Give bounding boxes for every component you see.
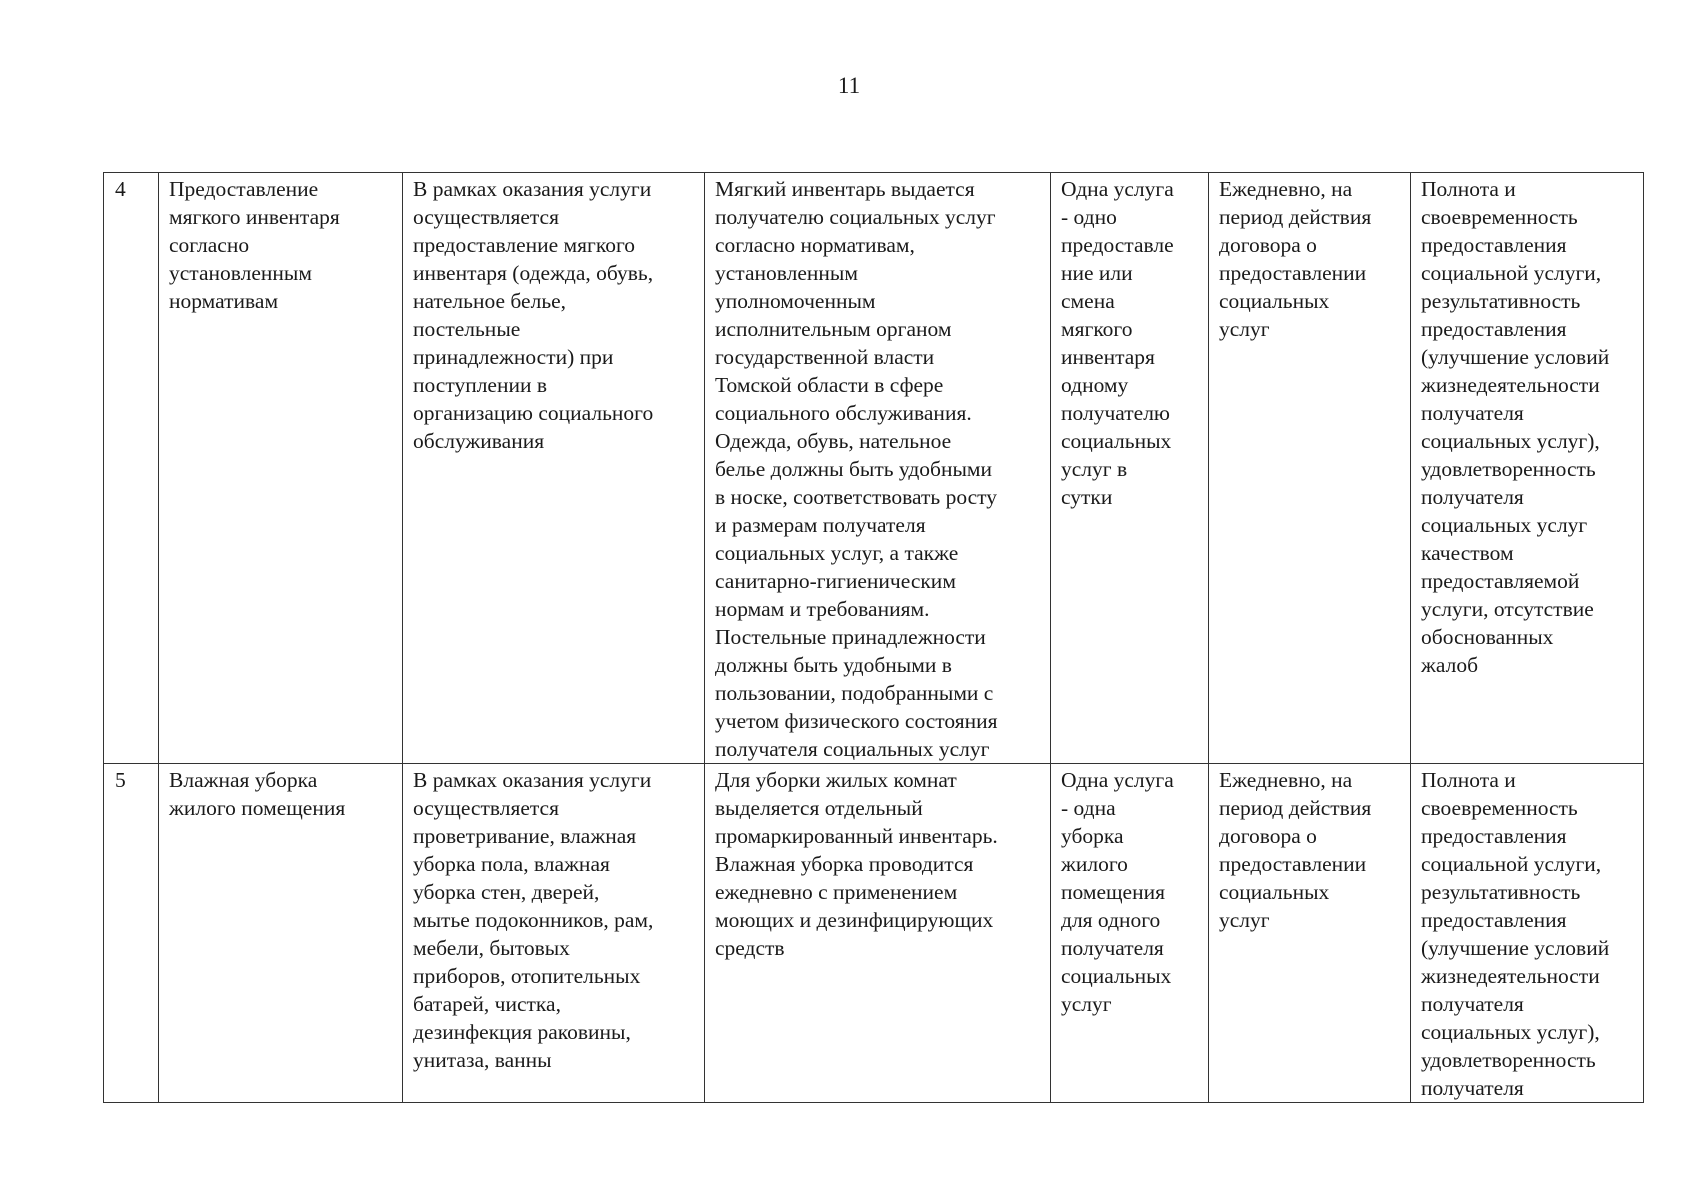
cell-line: учетом физического состояния <box>715 709 998 733</box>
cell-line: унитаза, ванны <box>413 1048 552 1072</box>
cell-line: жилого помещения <box>169 796 346 820</box>
cell-line: В рамках оказания услуги <box>413 177 652 201</box>
cell-line: получателя <box>1421 485 1524 509</box>
cell-line: услуг <box>1219 908 1270 932</box>
cell-line: согласно нормативам, <box>715 233 915 257</box>
cell-line: приборов, отопительных <box>413 964 641 988</box>
cell-line: предоставлении <box>1219 852 1367 876</box>
cell-line: уборка стен, дверей, <box>413 880 600 904</box>
service-periodicity-cell <box>1209 173 1411 764</box>
cell-line: социального обслуживания. <box>715 401 972 425</box>
cell-line: батарей, чистка, <box>413 992 561 1016</box>
cell-line: пользовании, подобранными с <box>715 681 994 705</box>
cell-line: осуществляется <box>413 796 559 820</box>
cell-line: жизнедеятельности <box>1421 964 1600 988</box>
cell-line: моющих и дезинфицирующих <box>715 908 994 932</box>
cell-line: своевременность <box>1421 205 1578 229</box>
service-conditions-cell <box>705 764 1051 1103</box>
cell-line: Полнота и <box>1421 768 1516 792</box>
cell-line: социальных <box>1061 964 1172 988</box>
cell-line: жилого <box>1061 852 1128 876</box>
cell-line: получателю <box>1061 401 1170 425</box>
cell-line: мягкого инвентаря <box>169 205 340 229</box>
cell-line: проветривание, влажная <box>413 824 637 848</box>
service-criteria-cell <box>1411 764 1644 1103</box>
cell-line: услуг в <box>1061 457 1128 481</box>
cell-line: должны быть удобными в <box>715 653 952 677</box>
cell-line: получателя социальных услуг <box>715 737 990 761</box>
cell-line: социальных <box>1061 429 1172 453</box>
cell-line: мягкого <box>1061 317 1133 341</box>
service-criteria-cell <box>1411 173 1644 764</box>
cell-line: Одна услуга <box>1061 177 1174 201</box>
cell-line: (улучшение условий <box>1421 345 1610 369</box>
cell-line: предоставления <box>1421 908 1567 932</box>
cell-line: и размерам получателя <box>715 513 926 537</box>
cell-line: нормативам <box>169 289 279 313</box>
cell-line: дезинфекция раковины, <box>413 1020 631 1044</box>
cell-line: услуг <box>1219 317 1270 341</box>
cell-line: инвентаря <box>1061 345 1155 369</box>
cell-line: уборка пола, влажная <box>413 852 610 876</box>
cell-line: договора о <box>1219 233 1317 257</box>
cell-line: социальных услуг, а также <box>715 541 959 565</box>
cell-line: принадлежности) при <box>413 345 614 369</box>
cell-line: ние или <box>1061 261 1133 285</box>
cell-line: (улучшение условий <box>1421 936 1610 960</box>
service-unit <box>1061 766 1203 1018</box>
cell-line: белье должны быть удобными <box>715 457 993 481</box>
service-criteria <box>1421 175 1638 679</box>
cell-line: одному <box>1061 373 1129 397</box>
row-number: 5 <box>115 768 126 792</box>
cell-line: нормам и требованиям. <box>715 597 930 621</box>
cell-line: обоснованных <box>1421 625 1554 649</box>
service-name-cell <box>159 764 403 1103</box>
cell-line: социальных услуг), <box>1421 429 1600 453</box>
cell-line: Ежедневно, на <box>1219 768 1353 792</box>
cell-line: качеством <box>1421 541 1514 565</box>
cell-line: постельные <box>413 317 521 341</box>
row-number-cell <box>104 764 159 1103</box>
service-name <box>169 766 397 822</box>
cell-line: - одно <box>1061 205 1117 229</box>
service-conditions-cell <box>705 173 1051 764</box>
cell-line: Ежедневно, на <box>1219 177 1353 201</box>
cell-line: Томской области в сфере <box>715 373 944 397</box>
cell-line: Для уборки жилых комнат <box>715 768 957 792</box>
service-content <box>413 766 699 1074</box>
service-content-cell <box>403 173 705 764</box>
service-conditions <box>715 175 1045 763</box>
table-row <box>104 764 1644 1103</box>
cell-line: получателя <box>1421 992 1524 1016</box>
cell-line: Постельные принадлежности <box>715 625 986 649</box>
cell-line: результативность <box>1421 880 1581 904</box>
service-content-cell <box>403 764 705 1103</box>
services-table <box>103 172 1644 1103</box>
cell-line: смена <box>1061 289 1115 313</box>
cell-line: - одна <box>1061 796 1116 820</box>
cell-line: предоставления <box>1421 233 1567 257</box>
cell-line: жизнедеятельности <box>1421 373 1600 397</box>
cell-line: получателя <box>1061 936 1164 960</box>
cell-line: договора о <box>1219 824 1317 848</box>
cell-line: для одного <box>1061 908 1161 932</box>
cell-line: нательное белье, <box>413 289 567 313</box>
cell-line: мебели, бытовых <box>413 936 570 960</box>
cell-line: осуществляется <box>413 205 559 229</box>
service-name <box>169 175 397 315</box>
cell-line: период действия <box>1219 796 1372 820</box>
cell-line: ежедневно с применением <box>715 880 958 904</box>
cell-line: социальных услуг), <box>1421 1020 1600 1044</box>
cell-line: исполнительным органом <box>715 317 952 341</box>
cell-line: Влажная уборка <box>169 768 318 792</box>
cell-line: Одна услуга <box>1061 768 1174 792</box>
cell-line: сутки <box>1061 485 1113 509</box>
service-periodicity-cell <box>1209 764 1411 1103</box>
cell-line: получателя <box>1421 1076 1524 1100</box>
cell-line: социальных <box>1219 289 1330 313</box>
cell-line: удовлетворенность <box>1421 457 1596 481</box>
service-content <box>413 175 699 455</box>
cell-line: предоставления <box>1421 824 1567 848</box>
cell-line: предоставления <box>1421 317 1567 341</box>
cell-line: Полнота и <box>1421 177 1516 201</box>
cell-line: социальной услуги, <box>1421 261 1602 285</box>
cell-line: организацию социального <box>413 401 654 425</box>
service-unit <box>1061 175 1203 511</box>
cell-line: в носке, соответствовать росту <box>715 485 998 509</box>
cell-line: мытье подоконников, рам, <box>413 908 654 932</box>
cell-line: уполномоченным <box>715 289 876 313</box>
cell-line: предоставле <box>1061 233 1174 257</box>
cell-line: средств <box>715 936 785 960</box>
cell-line: удовлетворенность <box>1421 1048 1596 1072</box>
cell-line: санитарно-гигиеническим <box>715 569 956 593</box>
cell-line: предоставлении <box>1219 261 1367 285</box>
cell-line: Мягкий инвентарь выдается <box>715 177 975 201</box>
cell-line: результативность <box>1421 289 1581 313</box>
cell-line: предоставляемой <box>1421 569 1580 593</box>
cell-line: В рамках оказания услуги <box>413 768 652 792</box>
cell-line: государственной власти <box>715 345 935 369</box>
cell-line: Одежда, обувь, нательное <box>715 429 952 453</box>
table-row <box>104 173 1644 764</box>
cell-line: услуги, отсутствие <box>1421 597 1594 621</box>
service-unit-cell <box>1051 764 1209 1103</box>
cell-line: своевременность <box>1421 796 1578 820</box>
cell-line: период действия <box>1219 205 1372 229</box>
cell-line: получателя <box>1421 401 1524 425</box>
cell-line: согласно <box>169 233 250 257</box>
cell-line: получателю социальных услуг <box>715 205 996 229</box>
service-conditions <box>715 766 1045 962</box>
cell-line: выделяется отдельный <box>715 796 923 820</box>
cell-line: установленным <box>169 261 312 285</box>
cell-line: промаркированный инвентарь. <box>715 824 998 848</box>
cell-line: инвентаря (одежда, обувь, <box>413 261 654 285</box>
service-periodicity <box>1219 766 1405 934</box>
cell-line: социальных <box>1219 880 1330 904</box>
cell-line: Предоставление <box>169 177 319 201</box>
cell-line: помещения <box>1061 880 1165 904</box>
service-criteria <box>1421 766 1638 1102</box>
service-name-cell <box>159 173 403 764</box>
cell-line: жалоб <box>1421 653 1479 677</box>
cell-line: услуг <box>1061 992 1112 1016</box>
cell-line: предоставление мягкого <box>413 233 636 257</box>
cell-line: установленным <box>715 261 858 285</box>
service-periodicity <box>1219 175 1405 343</box>
row-number: 4 <box>115 177 126 201</box>
page-number: 11 <box>837 73 861 98</box>
cell-line: поступлении в <box>413 373 548 397</box>
cell-line: обслуживания <box>413 429 545 453</box>
service-unit-cell <box>1051 173 1209 764</box>
cell-line: социальной услуги, <box>1421 852 1602 876</box>
cell-line: социальных услуг <box>1421 513 1588 537</box>
cell-line: Влажная уборка проводится <box>715 852 974 876</box>
cell-line: уборка <box>1061 824 1124 848</box>
row-number-cell <box>104 173 159 764</box>
